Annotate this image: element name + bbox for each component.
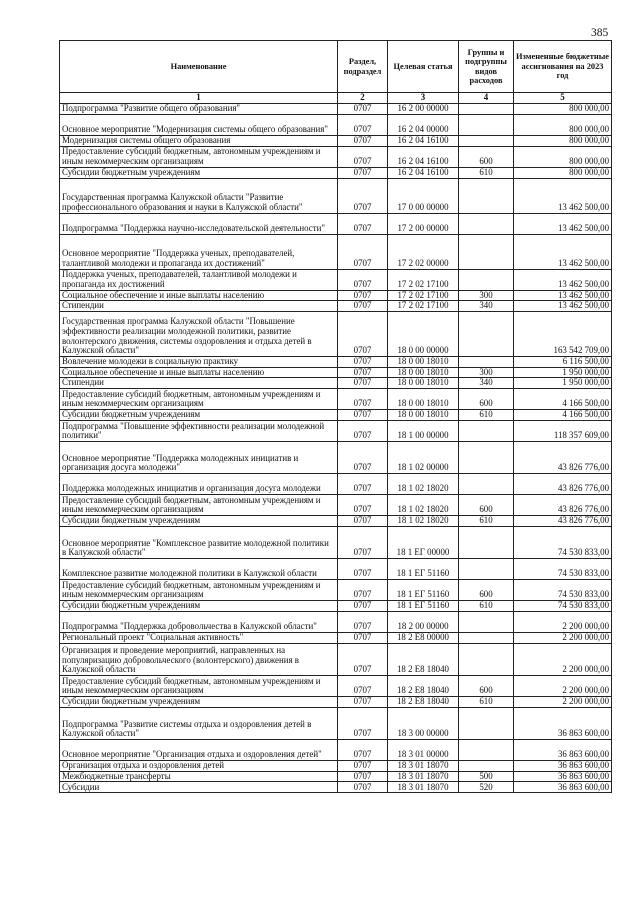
- row-amount: 43 826 776,00: [514, 494, 612, 515]
- row-name: Государственная программа Калужской области "Развитие профессионального образования и науки в Калужской области": [60, 178, 338, 213]
- row-amount: 13 462 500,00: [514, 301, 612, 312]
- row-target: 16 2 00 00000: [388, 103, 459, 114]
- row-target: 17 2 02 17100: [388, 290, 459, 301]
- row-amount: 36 863 600,00: [514, 782, 612, 793]
- row-amount: 800 000,00: [514, 146, 612, 167]
- row-target: 16 2 04 16100: [388, 167, 459, 178]
- row-target: 18 0 00 18010: [388, 378, 459, 389]
- row-target: 18 1 02 18020: [388, 494, 459, 515]
- row-section: 0707: [338, 579, 388, 600]
- header-row: [60, 41, 612, 93]
- row-target: 17 2 02 17100: [388, 301, 459, 312]
- row-target: 18 3 00 00000: [388, 707, 459, 739]
- row-amount: 4 166 500,00: [514, 388, 612, 409]
- table-row: [60, 739, 612, 760]
- row-amount: 800 000,00: [514, 167, 612, 178]
- row-group: 600: [459, 494, 514, 515]
- budget-table: [59, 40, 612, 793]
- table-row: [60, 782, 612, 793]
- row-target: 18 2 00 00000: [388, 611, 459, 632]
- row-name: Основное мероприятие "Модернизация системы общего образования": [60, 114, 338, 135]
- table-row: [60, 420, 612, 441]
- table-row: [60, 378, 612, 389]
- row-target: 18 1 02 18020: [388, 473, 459, 494]
- row-name: Субсидии бюджетным учреждениям: [60, 600, 338, 611]
- row-group: [459, 135, 514, 146]
- row-group: 610: [459, 696, 514, 707]
- table-row: [60, 135, 612, 146]
- table-row: [60, 600, 612, 611]
- row-target: 18 0 00 18010: [388, 367, 459, 378]
- row-target: 18 3 01 18070: [388, 771, 459, 782]
- header-group: Группы и подгруппы видов расходов: [459, 41, 514, 93]
- row-name: Подпрограмма "Повышение эффективности реализации молодежной политики": [60, 420, 338, 441]
- row-name: Субсидии бюджетным учреждениям: [60, 696, 338, 707]
- row-name: Предоставление субсидий бюджетным, автономным учреждениям и иным некоммерческим организациям: [60, 494, 338, 515]
- row-section: 0707: [338, 301, 388, 312]
- row-target: 18 0 00 18010: [388, 388, 459, 409]
- table-row: [60, 301, 612, 312]
- row-name: Основное мероприятие "Поддержка ученых, преподавателей, талантливой молодежи и пропаганда их достижений": [60, 234, 338, 269]
- row-amount: 74 530 833,00: [514, 579, 612, 600]
- row-amount: 800 000,00: [514, 135, 612, 146]
- row-target: 17 2 02 00000: [388, 234, 459, 269]
- row-section: 0707: [338, 558, 388, 579]
- row-section: 0707: [338, 441, 388, 473]
- table-row: [60, 388, 612, 409]
- column-number: 4: [459, 93, 514, 104]
- row-group: [459, 473, 514, 494]
- table-row: [60, 494, 612, 515]
- table-row: [60, 707, 612, 739]
- table-row: [60, 269, 612, 290]
- row-amount: 2 200 000,00: [514, 675, 612, 696]
- row-name: Модернизация системы общего образования: [60, 135, 338, 146]
- table-body: [60, 103, 612, 793]
- row-amount: 36 863 600,00: [514, 739, 612, 760]
- row-amount: 13 462 500,00: [514, 213, 612, 234]
- row-section: 0707: [338, 739, 388, 760]
- row-group: [459, 103, 514, 114]
- row-target: 18 2 Е8 00000: [388, 632, 459, 643]
- row-section: 0707: [338, 675, 388, 696]
- page-number: 385: [591, 27, 609, 39]
- row-section: 0707: [338, 178, 388, 213]
- table-row: [60, 611, 612, 632]
- row-group: [459, 739, 514, 760]
- row-group: 610: [459, 409, 514, 420]
- table-row: [60, 356, 612, 367]
- row-name: Стипендии: [60, 378, 338, 389]
- row-section: 0707: [338, 356, 388, 367]
- table-row: [60, 114, 612, 135]
- row-name: Основное мероприятие "Комплексное развитие молодежной политики в Калужской области": [60, 526, 338, 558]
- row-group: 610: [459, 167, 514, 178]
- row-section: 0707: [338, 213, 388, 234]
- table-row: [60, 103, 612, 114]
- row-amount: 36 863 600,00: [514, 771, 612, 782]
- row-section: 0707: [338, 632, 388, 643]
- column-number-row: [60, 93, 612, 104]
- column-number: 2: [338, 93, 388, 104]
- row-section: 0707: [338, 643, 388, 675]
- row-amount: 74 530 833,00: [514, 558, 612, 579]
- row-group: 340: [459, 378, 514, 389]
- row-target: 16 2 04 00000: [388, 114, 459, 135]
- table-row: [60, 771, 612, 782]
- row-group: 520: [459, 782, 514, 793]
- row-section: 0707: [338, 696, 388, 707]
- row-amount: 74 530 833,00: [514, 526, 612, 558]
- row-group: 600: [459, 388, 514, 409]
- row-group: [459, 441, 514, 473]
- row-target: 18 3 01 18070: [388, 760, 459, 771]
- row-target: 18 2 Е8 18040: [388, 675, 459, 696]
- row-target: 18 1 02 18020: [388, 515, 459, 526]
- row-target: 17 2 02 17100: [388, 269, 459, 290]
- table-row: [60, 696, 612, 707]
- header-amount: Измененные бюджетные ассигнования на 2023 год: [514, 41, 612, 93]
- row-section: 0707: [338, 114, 388, 135]
- table-row: [60, 213, 612, 234]
- row-amount: 6 116 500,00: [514, 356, 612, 367]
- row-target: 16 2 04 16100: [388, 135, 459, 146]
- row-section: 0707: [338, 378, 388, 389]
- row-section: 0707: [338, 103, 388, 114]
- row-amount: 2 200 000,00: [514, 611, 612, 632]
- row-amount: 43 826 776,00: [514, 515, 612, 526]
- row-group: [459, 311, 514, 356]
- row-section: 0707: [338, 420, 388, 441]
- row-target: 18 1 ЕГ 51160: [388, 558, 459, 579]
- row-section: 0707: [338, 600, 388, 611]
- row-name: Предоставление субсидий бюджетным, автономным учреждениям и иным некоммерческим организациям: [60, 579, 338, 600]
- row-section: 0707: [338, 494, 388, 515]
- row-group: [459, 213, 514, 234]
- table-row: [60, 632, 612, 643]
- row-name: Вовлечение молодежи в социальную практику: [60, 356, 338, 367]
- row-target: 18 3 01 00000: [388, 739, 459, 760]
- row-name: Предоставление субсидий бюджетным, автономным учреждениям и иным некоммерческим организациям: [60, 388, 338, 409]
- row-amount: 1 950 000,00: [514, 378, 612, 389]
- row-section: 0707: [338, 167, 388, 178]
- row-name: Основное мероприятие "Поддержка молодежных инициатив и организация досуга молодежи": [60, 441, 338, 473]
- row-section: 0707: [338, 311, 388, 356]
- row-target: 18 1 ЕГ 00000: [388, 526, 459, 558]
- row-name: Государственная программа Калужской области "Повышение эффективности реализации молодежной политики, развитие волонтерского движения, системы оздоровления и отдыха детей в Калужской области": [60, 311, 338, 356]
- row-group: [459, 643, 514, 675]
- row-amount: 2 200 000,00: [514, 632, 612, 643]
- row-amount: 74 530 833,00: [514, 600, 612, 611]
- row-section: 0707: [338, 526, 388, 558]
- row-name: Подпрограмма "Развитие системы отдыха и оздоровления детей в Калужской области": [60, 707, 338, 739]
- table-row: [60, 515, 612, 526]
- row-group: [459, 269, 514, 290]
- row-amount: 13 462 500,00: [514, 234, 612, 269]
- row-group: [459, 178, 514, 213]
- row-name: Субсидии бюджетным учреждениям: [60, 409, 338, 420]
- row-group: [459, 632, 514, 643]
- header-name: Наименование: [60, 41, 338, 93]
- row-section: 0707: [338, 515, 388, 526]
- row-amount: 118 357 609,00: [514, 420, 612, 441]
- row-section: 0707: [338, 707, 388, 739]
- row-name: Подпрограмма "Развитие общего образования": [60, 103, 338, 114]
- table-row: [60, 409, 612, 420]
- row-target: 17 0 00 00000: [388, 178, 459, 213]
- row-amount: 13 462 500,00: [514, 178, 612, 213]
- row-target: 16 2 04 16100: [388, 146, 459, 167]
- row-target: 18 0 00 18010: [388, 356, 459, 367]
- row-amount: 43 826 776,00: [514, 441, 612, 473]
- row-group: [459, 114, 514, 135]
- row-group: 610: [459, 600, 514, 611]
- row-name: Предоставление субсидий бюджетным, автономным учреждениям и иным некоммерческим организациям: [60, 675, 338, 696]
- row-amount: 36 863 600,00: [514, 707, 612, 739]
- row-target: 17 2 00 00000: [388, 213, 459, 234]
- column-number: 3: [388, 93, 459, 104]
- row-name: Комплексное развитие молодежной политики в Калужской области: [60, 558, 338, 579]
- row-group: 600: [459, 146, 514, 167]
- table-row: [60, 579, 612, 600]
- row-group: 340: [459, 301, 514, 312]
- row-amount: 4 166 500,00: [514, 409, 612, 420]
- row-name: Предоставление субсидий бюджетным, автономным учреждениям и иным некоммерческим организациям: [60, 146, 338, 167]
- row-section: 0707: [338, 409, 388, 420]
- row-group: [459, 611, 514, 632]
- row-amount: 2 200 000,00: [514, 643, 612, 675]
- row-target: 18 1 ЕГ 51160: [388, 600, 459, 611]
- row-group: 610: [459, 515, 514, 526]
- row-group: 500: [459, 771, 514, 782]
- header-section: Раздел, подраздел: [338, 41, 388, 93]
- row-group: 600: [459, 675, 514, 696]
- row-group: [459, 707, 514, 739]
- row-amount: 163 542 709,00: [514, 311, 612, 356]
- row-amount: 13 462 500,00: [514, 290, 612, 301]
- row-section: 0707: [338, 290, 388, 301]
- row-group: [459, 760, 514, 771]
- column-number: 5: [514, 93, 612, 104]
- row-section: 0707: [338, 388, 388, 409]
- row-section: 0707: [338, 367, 388, 378]
- row-group: 300: [459, 367, 514, 378]
- row-name: Социальное обеспечение и иные выплаты населению: [60, 367, 338, 378]
- row-name: Организация и проведение мероприятий, направленных на популяризацию добровольческого (волонтерского) движения в Калужской области: [60, 643, 338, 675]
- row-target: 18 0 00 00000: [388, 311, 459, 356]
- row-section: 0707: [338, 146, 388, 167]
- table-row: [60, 146, 612, 167]
- row-group: [459, 526, 514, 558]
- column-number: 1: [60, 93, 338, 104]
- row-amount: 2 200 000,00: [514, 696, 612, 707]
- row-name: Стипендии: [60, 301, 338, 312]
- row-name: Организация отдыха и оздоровления детей: [60, 760, 338, 771]
- table-row: [60, 675, 612, 696]
- row-section: 0707: [338, 135, 388, 146]
- table-row: [60, 167, 612, 178]
- row-name: Подпрограмма "Поддержка научно-исследовательской деятельности": [60, 213, 338, 234]
- row-amount: 800 000,00: [514, 114, 612, 135]
- row-name: Субсидии бюджетным учреждениям: [60, 515, 338, 526]
- row-group: [459, 234, 514, 269]
- table-row: [60, 760, 612, 771]
- row-group: [459, 420, 514, 441]
- row-name: Межбюджетные трансферты: [60, 771, 338, 782]
- row-target: 18 0 00 18010: [388, 409, 459, 420]
- row-name: Социальное обеспечение и иные выплаты населению: [60, 290, 338, 301]
- row-name: Поддержка ученых, преподавателей, талантливой молодежи и пропаганда их достижений: [60, 269, 338, 290]
- table-row: [60, 526, 612, 558]
- row-group: [459, 558, 514, 579]
- row-name: Субсидии: [60, 782, 338, 793]
- row-group: 600: [459, 579, 514, 600]
- row-section: 0707: [338, 760, 388, 771]
- row-section: 0707: [338, 473, 388, 494]
- table-row: [60, 473, 612, 494]
- row-section: 0707: [338, 771, 388, 782]
- row-section: 0707: [338, 782, 388, 793]
- row-target: 18 2 Е8 18040: [388, 696, 459, 707]
- table-row: [60, 234, 612, 269]
- table-row: [60, 441, 612, 473]
- row-target: 18 1 02 00000: [388, 441, 459, 473]
- row-name: Региональный проект "Социальная активность": [60, 632, 338, 643]
- row-name: Поддержка молодежных инициатив и организация досуга молодежи: [60, 473, 338, 494]
- row-section: 0707: [338, 269, 388, 290]
- row-amount: 1 950 000,00: [514, 367, 612, 378]
- table-row: [60, 367, 612, 378]
- row-amount: 43 826 776,00: [514, 473, 612, 494]
- row-section: 0707: [338, 611, 388, 632]
- row-section: 0707: [338, 234, 388, 269]
- row-name: Субсидии бюджетным учреждениям: [60, 167, 338, 178]
- table-row: [60, 178, 612, 213]
- table-row: [60, 311, 612, 356]
- row-target: 18 1 ЕГ 51160: [388, 579, 459, 600]
- header-target: Целевая статья: [388, 41, 459, 93]
- row-target: 18 1 00 00000: [388, 420, 459, 441]
- table-row: [60, 643, 612, 675]
- row-group: 300: [459, 290, 514, 301]
- row-amount: 13 462 500,00: [514, 269, 612, 290]
- row-target: 18 2 Е8 18040: [388, 643, 459, 675]
- row-group: [459, 356, 514, 367]
- table-row: [60, 558, 612, 579]
- row-amount: 800 000,00: [514, 103, 612, 114]
- row-amount: 36 863 600,00: [514, 760, 612, 771]
- row-target: 18 3 01 18070: [388, 782, 459, 793]
- row-name: Подпрограмма "Поддержка добровольчества в Калужской области": [60, 611, 338, 632]
- table-row: [60, 290, 612, 301]
- row-name: Основное мероприятие "Организация отдыха и оздоровления детей": [60, 739, 338, 760]
